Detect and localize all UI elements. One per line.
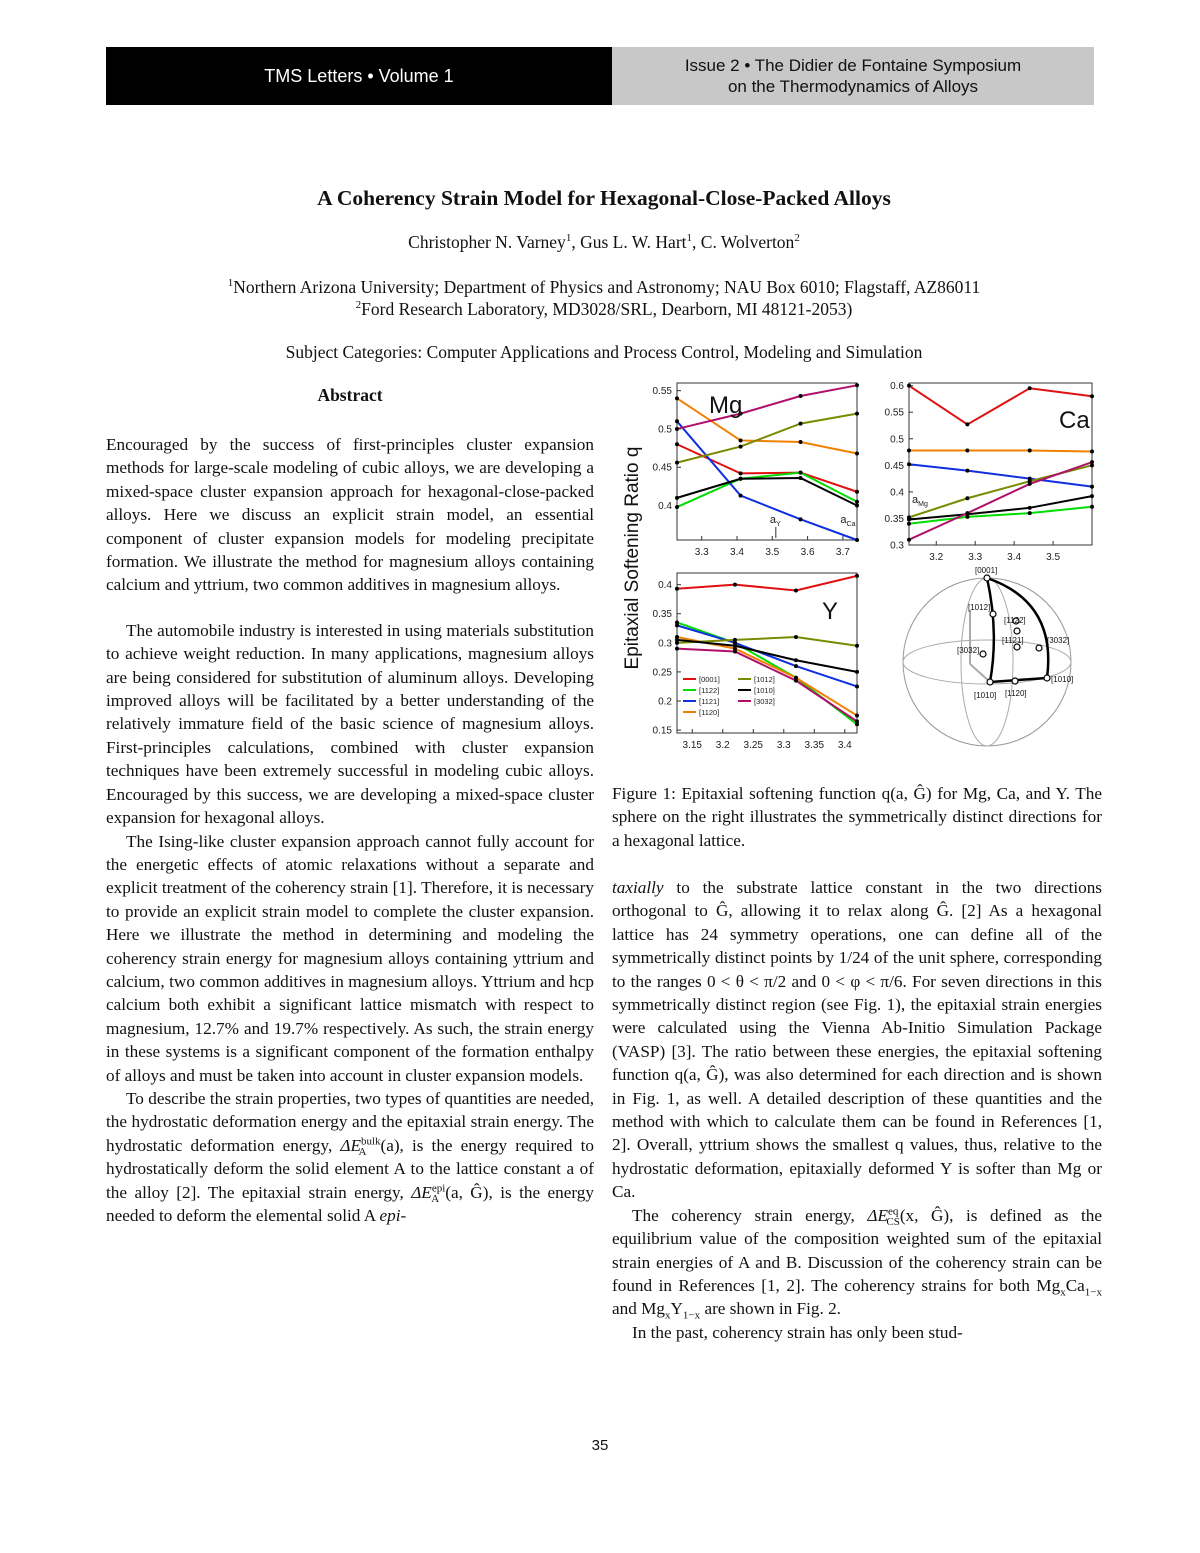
x-tick-label: 3.3 [694, 547, 709, 558]
issue-header [612, 47, 1094, 105]
data-point [739, 471, 743, 475]
body-paragraph-3 [106, 1087, 594, 1227]
p5-text-a: The coherency strain energy, [632, 1205, 868, 1225]
body-paragraph-5 [612, 1204, 1102, 1321]
direction-label: [1010] [974, 691, 997, 700]
x-tick-label: 3.3 [968, 552, 983, 563]
p3-math-1-arg: (a) [380, 1135, 400, 1155]
author-1-affil: 1 [565, 232, 572, 245]
author-2-affil: 1 [686, 232, 693, 245]
data-point [965, 422, 969, 426]
data-point [1028, 386, 1032, 390]
series-line [677, 385, 857, 429]
page-number: 35 [591, 1437, 609, 1454]
y-tick-label: 0.2 [658, 696, 672, 708]
data-point [965, 511, 969, 515]
data-point [733, 638, 737, 642]
p3-math-2-sup: epi [431, 1181, 446, 1194]
data-point [855, 574, 859, 578]
direction-label: [1122] [1004, 616, 1026, 625]
affiliation-2 [0, 298, 1200, 320]
p5-x: x [1060, 1286, 1066, 1299]
data-point [907, 448, 911, 452]
data-point [907, 384, 911, 388]
p5-text-b: , is defined as the equilibrium value of the composition weighted sum of the epitaxial strain energies of A and B. Discussion of the coherency strain can be found in References [1, 2]. The coherency strains for both Mg [612, 1205, 1102, 1295]
legend-entry: [3032] [754, 697, 775, 706]
data-point [675, 623, 679, 627]
data-point [675, 427, 679, 431]
p3-text-italic: epi- [379, 1206, 407, 1225]
paper-title: A Coherency Strain Model for Hexagonal-Close-Packed Alloys [317, 186, 891, 210]
series-line [909, 450, 1092, 451]
data-point [799, 440, 803, 444]
direction-label: [3032] [1047, 636, 1070, 645]
p5-math-sub: CS [886, 1216, 900, 1229]
data-point [855, 500, 859, 504]
x-tick-label: 3.4 [730, 547, 744, 558]
data-point [739, 445, 743, 449]
p4-text: to the substrate lattice constant in the two directions orthogonal to Ĝ, allowing it to relax along Ĝ. [2] As a hexagonal lattice has 24 symmetry operations, one can define all of the symmetrically distinct points by 1/24 of the unit sphere, corresponding to the ranges 0 < θ < π/2 and 0 < φ < π/6. For seven directions in this symmetrically distinct region (see Fig. 1), the epitaxial strain energies were calculated using the Vienna Ab-Initio Simulation Package (VASP) [3]. The ratio between these energies, the epitaxial softening function q(a, Ĝ), was also determined for each direction and is shown in Fig. 1, as well. A detailed description of these quantities and the method with which to calculate them can be found in References [1, 2]. Overall, yttrium shows the smallest q values, thus, relative to the hydrostatic deformation, epitaxially deformed Y is softer than Mg or Ca. [612, 878, 1102, 1202]
data-point [855, 644, 859, 648]
axis-line [970, 664, 990, 682]
author-3-affil: 2 [794, 232, 800, 245]
hex-direction-sphere [903, 566, 1073, 746]
data-point [794, 635, 798, 639]
direction-label: [0001] [975, 566, 998, 575]
data-point [855, 412, 859, 416]
figure-caption: Figure 1: Epitaxial softening function q(a, Ĝ) for Mg, Ca, and Y. The sphere on the right illustrates the symmetrically distinct directions for a hexagonal lattice. [612, 784, 1102, 850]
x-tick-label: 3.3 [776, 740, 791, 751]
authors [0, 232, 1200, 253]
series-line [677, 414, 857, 463]
direction-label: [3032] [957, 646, 980, 655]
data-point [739, 477, 743, 481]
panel-title: Y [822, 598, 839, 625]
x-tick-label: 3.6 [800, 547, 815, 558]
data-point [675, 638, 679, 642]
y-tick-label: 0.35 [884, 513, 904, 525]
affiliation-2-text: Ford Research Laboratory, MD3028/SRL, Dearborn, MI 48121-2053) [361, 299, 853, 319]
axis-annotation: $a_{Mg}$ [912, 494, 928, 508]
p5-text-f: are shown in Fig. 2. [700, 1299, 841, 1319]
p5-math: ΔE [867, 1205, 888, 1225]
direction-node [987, 679, 993, 685]
y-tick-label: 0.55 [652, 386, 672, 398]
p3-math-1-sup: bulk [360, 1135, 381, 1148]
data-point [733, 650, 737, 654]
data-point [855, 490, 859, 494]
p4-italic: taxially [612, 878, 664, 897]
body-paragraph-1: The automobile industry is interested in using materials substitution to achieve weight reduction. In many applications, magnesium alloys are being considered for substitution of aluminum alloys. Developing improved alloys will be facilitated by a better understanding of the relatively immature field of the basic science of magnesium alloys. First-principles calculations, combined with cluster expansion techniques have been extremely successful in modeling cubic alloys. Encouraged by this success, we are developing a mixed-space cluster expansion for hexagonal alloys. [106, 620, 594, 828]
plot-ca [885, 381, 1094, 563]
legend-entry: [1122] [699, 686, 720, 695]
data-point [855, 504, 859, 508]
direction-node [990, 611, 996, 617]
series-line [677, 637, 857, 646]
axis-annotation: $a_Y$ [769, 514, 781, 528]
data-point [1090, 460, 1094, 464]
x-tick-label: 3.25 [743, 740, 764, 751]
right-column [612, 876, 1102, 1344]
p3-math-1-sub: A [358, 1146, 367, 1159]
annotation-subscript: Mg [918, 501, 928, 508]
panel-title: Ca [1059, 407, 1090, 434]
data-point [855, 451, 859, 455]
series-line [677, 576, 857, 591]
body-paragraph-2: The Ising-like cluster expansion approach cannot fully account for the energetic effects of atomic relaxations without a separate and explicit treatment of the coherency strain [1]. Therefore, it is necessary to provide an explicit strain model to complete the cluster expansion. Here we illustrate the method in determining and modeling the coherency strain energy for magnesium alloys containing yttrium and calcium, two common additives in magnesium alloys. Yttrium and hcp calcium both exhibit a significant lattice mismatch with respect to magnesium, 12.7% and 19.7% respectively. As such, the strain energy in these systems is a significant component of the formation enthalpy of alloys and must be taken into account in cluster expansion models. [106, 831, 594, 1085]
author-1: Christopher N. Varney [408, 232, 566, 252]
y-tick-label: 0.45 [884, 460, 904, 472]
x-tick-label: 3.35 [804, 740, 825, 751]
y-tick-label: 0.45 [652, 462, 672, 474]
left-column [106, 433, 594, 1227]
body-paragraph-6: In the past, coherency strain has only been stud- [632, 1322, 963, 1342]
direction-node [984, 575, 990, 581]
p5-ca: Ca [1065, 1275, 1085, 1295]
direction-node [1044, 675, 1050, 681]
data-point [907, 462, 911, 466]
data-point [799, 394, 803, 398]
data-point [799, 471, 803, 475]
data-point [675, 496, 679, 500]
direction-node [980, 651, 986, 657]
x-tick-label: 3.2 [929, 552, 944, 563]
direction-label: [1121] [1002, 636, 1024, 645]
data-point [675, 461, 679, 465]
direction-node [1014, 628, 1020, 634]
annotation-subscript: Y [775, 521, 781, 528]
data-point [799, 476, 803, 480]
data-point [675, 505, 679, 509]
author-2: , Gus L. W. Hart [571, 232, 687, 252]
affiliation-2-mark: 2 [355, 299, 362, 312]
affiliation-1-mark: 1 [227, 277, 234, 290]
data-point [1028, 448, 1032, 452]
plot-mg [622, 383, 859, 669]
data-point [799, 422, 803, 426]
direction-node [1012, 678, 1018, 684]
data-point [907, 522, 911, 526]
data-point [675, 442, 679, 446]
x-tick-label: 3.5 [765, 547, 780, 558]
data-point [855, 670, 859, 674]
y-tick-label: 0.4 [890, 487, 904, 499]
p3-math-2-arg: (a, Ĝ) [445, 1182, 489, 1202]
p3-math-1: ΔE [340, 1135, 361, 1155]
x-tick-label: 3.4 [837, 740, 852, 751]
data-point [965, 448, 969, 452]
data-point [794, 658, 798, 662]
issue-line-1: Issue 2 • The Didier de Fontaine Symposium [684, 56, 1022, 75]
affiliation-1 [0, 276, 1200, 298]
data-point [799, 517, 803, 521]
data-point [855, 538, 859, 542]
data-point [675, 647, 679, 651]
subject-categories: Subject Categories: Computer Applications and Process Control, Modeling and Simulation [285, 342, 923, 362]
legend-entry: [1010] [754, 686, 775, 695]
data-point [855, 719, 859, 723]
x-tick-label: 3.15 [682, 740, 702, 751]
y-tick-label: 0.4 [658, 501, 672, 513]
affiliations [0, 276, 1200, 320]
y-tick-label: 0.25 [652, 667, 672, 679]
data-point [965, 469, 969, 473]
y-tick-label: 0.35 [652, 609, 672, 621]
data-point [907, 518, 911, 522]
data-point [794, 588, 798, 592]
data-point [855, 383, 859, 387]
y-tick-label: 0.3 [890, 540, 904, 552]
axis-annotation: $a_{Ca}$ [840, 514, 856, 528]
data-point [739, 438, 743, 442]
data-point [733, 583, 737, 587]
panel-title: Mg [709, 392, 743, 419]
data-point [1090, 485, 1094, 489]
p3-text-c: , is the energy needed to deform the elemental solid A [106, 1182, 594, 1225]
legend-entry: [0001] [699, 675, 720, 684]
direction-label: [1120] [1005, 689, 1027, 698]
y-tick-label: 0.5 [890, 434, 904, 446]
journal-header [106, 47, 612, 105]
p5-1mx2: 1−x [682, 1309, 701, 1322]
p5-math-arg: (x, Ĝ) [899, 1205, 950, 1225]
affiliation-1-text: Northern Arizona University; Department of Physics and Astronomy; NAU Box 6010; Flagstaff, AZ86011 [233, 277, 981, 297]
data-point [1090, 505, 1094, 509]
data-point [1090, 450, 1094, 454]
direction-label: [1012] [968, 603, 991, 612]
data-point [1028, 506, 1032, 510]
legend [683, 675, 775, 717]
abstract-text: Encouraged by the success of first-principles cluster expansion methods for large-scale modeling of cubic alloys, we are developing a mixed-space cluster expansion approach for hexagonal-close-packed alloys. Here we discuss an explicit strain model, an essential component of cluster expansion models for modeling precipitate formation. We illustrate the method for magnesium alloys containing calcium and yttrium, two common additives in magnesium alloys. [106, 435, 594, 595]
body-paragraph-4 [612, 876, 1102, 1204]
data-point [1090, 394, 1094, 398]
y-tick-label: 0.4 [658, 580, 672, 592]
x-tick-label: 3.5 [1046, 552, 1061, 563]
p5-text-d: and Mg [612, 1299, 665, 1319]
direction-node [1036, 645, 1042, 651]
x-tick-label: 3.4 [1007, 552, 1022, 563]
p3-text-b: , is the energy required to hydrostatically deform the solid element A to the lattice constant a of the alloy [2]. The epitaxial strain energy, [106, 1135, 594, 1202]
legend-entry: [1121] [699, 697, 720, 706]
plot-y [653, 573, 859, 751]
p5-y: Y [670, 1299, 683, 1319]
data-point [907, 538, 911, 542]
y-tick-label: 0.15 [652, 725, 672, 737]
y-tick-label: 0.3 [658, 638, 672, 650]
y-tick-label: 0.5 [658, 424, 672, 436]
journal-volume: TMS Letters • Volume 1 [264, 65, 454, 86]
abstract-heading: Abstract [317, 385, 383, 405]
data-point [1090, 494, 1094, 498]
legend-entry: [1012] [754, 675, 775, 684]
author-3: , C. Wolverton [692, 232, 795, 252]
data-point [1028, 511, 1032, 515]
data-point [855, 714, 859, 718]
data-point [675, 419, 679, 423]
data-point [794, 679, 798, 683]
region-boundary [987, 578, 994, 682]
p3-math-2-sub: A [431, 1193, 440, 1206]
direction-label: [1010] [1051, 675, 1074, 684]
issue-line-2: on the Thermodynamics of Alloys [727, 77, 979, 96]
series-line [677, 421, 857, 540]
data-point [733, 644, 737, 648]
p3-text-a: To describe the strain properties, two types of quantities are needed, the hydrostatic deformation energy and the epitaxial strain energy. The hydrostatic deformation energy, [106, 1088, 594, 1155]
data-point [965, 496, 969, 500]
series-line [909, 464, 1092, 486]
legend-entry: [1120] [699, 708, 720, 717]
data-point [1028, 482, 1032, 486]
data-point [675, 396, 679, 400]
annotation-subscript: Ca [846, 521, 856, 528]
y-axis-label: Epitaxial Softening Ratio q [622, 446, 643, 670]
data-point [675, 587, 679, 591]
data-point [855, 684, 859, 688]
y-tick-label: 0.6 [890, 381, 904, 393]
data-point [794, 664, 798, 668]
x-tick-label: 3.7 [835, 547, 850, 558]
y-tick-label: 0.55 [884, 407, 904, 419]
p3-math-2: ΔE [411, 1182, 432, 1202]
x-tick-label: 3.2 [715, 740, 730, 751]
data-point [739, 494, 743, 498]
p5-math-sup: eq [887, 1204, 899, 1217]
p5-x2: x [665, 1309, 671, 1322]
figure-1 [612, 370, 1102, 770]
p5-1mx: 1−x [1084, 1286, 1102, 1299]
